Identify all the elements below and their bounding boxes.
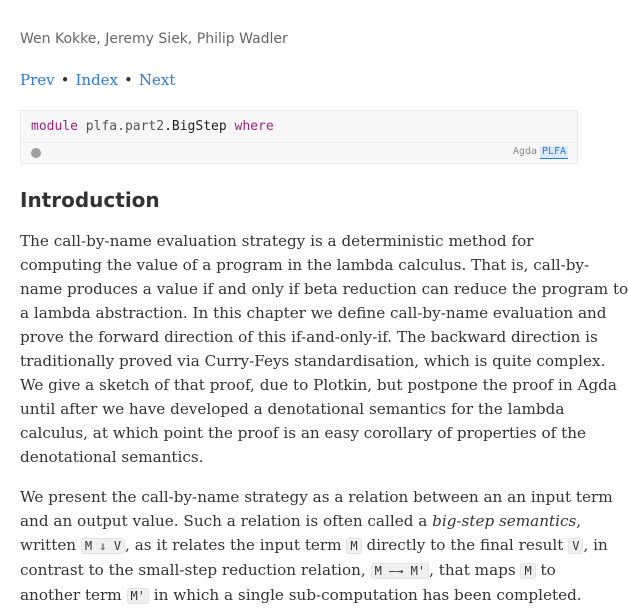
text-line (20, 583, 580, 608)
inline-code: M —→ M' (371, 563, 430, 579)
text-line (20, 533, 608, 558)
inline-code: M (346, 538, 361, 554)
paragraph-big-step (20, 485, 613, 608)
paragraph-intro (20, 229, 628, 469)
text: another term (20, 586, 127, 604)
inline-code: M' (127, 588, 149, 604)
text-line: denotational semantics. (20, 448, 204, 466)
nav-separator: • (124, 71, 133, 89)
text: , as it relates the input term (125, 536, 347, 554)
nav-separator: • (60, 71, 70, 89)
code-dot: . (164, 119, 172, 134)
emphasis-term: big-step semantics (432, 512, 577, 530)
text-line: prove the forward direction of this if-and-only-if. The backward direction is (20, 328, 598, 346)
plfa-link[interactable]: PLFA (541, 146, 566, 157)
text: in which a single sub-computation has been completed. (148, 586, 582, 604)
prev-link[interactable]: Prev (20, 71, 55, 89)
code-line (31, 119, 274, 134)
text-line: We present the call-by-name strategy as a relation between an an input term (20, 488, 613, 506)
text-line: calculus, at which point the proof is an easy corollary of properties of the (20, 424, 586, 442)
circle-icon (31, 148, 41, 158)
code-block (20, 110, 578, 164)
text-line: computing the value of a program in the lambda calculus. That is, call-by- (20, 256, 590, 274)
text: , that maps (429, 561, 521, 579)
chapter-nav (20, 71, 175, 89)
inline-code: V (568, 538, 583, 554)
text: , (576, 512, 582, 530)
text: to (535, 561, 556, 579)
text: contrast to the small-step reduction relation, (20, 561, 371, 579)
code-footer (21, 142, 577, 163)
section-heading: Introduction (20, 188, 160, 212)
text-line: We give a sketch of that proof, due to Plotkin, but postpone the proof in Agda (20, 376, 617, 394)
code-module-mid: part2 (124, 119, 165, 134)
text-line: until after we have developed a denotational semantics for the lambda (20, 400, 565, 418)
text-line: a lambda abstraction. In this chapter we define call-by-name evaluation and (20, 304, 607, 322)
code-module-prefix: plfa (85, 119, 118, 134)
code-language-label: Agda (512, 146, 537, 157)
text: directly to the final result (361, 536, 569, 554)
text-line: traditionally proved via Curry-Feys standardisation, which is quite complex. (20, 352, 606, 370)
next-link[interactable]: Next (138, 71, 176, 89)
inline-code: M ⇓ V (81, 538, 125, 554)
text: written (20, 536, 81, 554)
text: and an output value. Such a relation is often called a (20, 512, 433, 530)
authors: Wen Kokke, Jeremy Siek, Philip Wadler (20, 31, 288, 47)
code-module-name: BigStep (171, 119, 227, 134)
index-link[interactable]: Index (75, 71, 119, 89)
code-keyword-where: where (234, 119, 274, 134)
text-line (20, 558, 580, 583)
text: , in (583, 536, 608, 554)
code-keyword-module: module (31, 119, 78, 134)
inline-code: M (520, 563, 535, 579)
text-line: The call-by-name evaluation strategy is a deterministic method for (20, 232, 534, 250)
text-line (20, 509, 580, 533)
code-dot: . (117, 119, 125, 134)
text-line: name produces a value if and only if beta reduction can reduce the program to (20, 280, 628, 298)
